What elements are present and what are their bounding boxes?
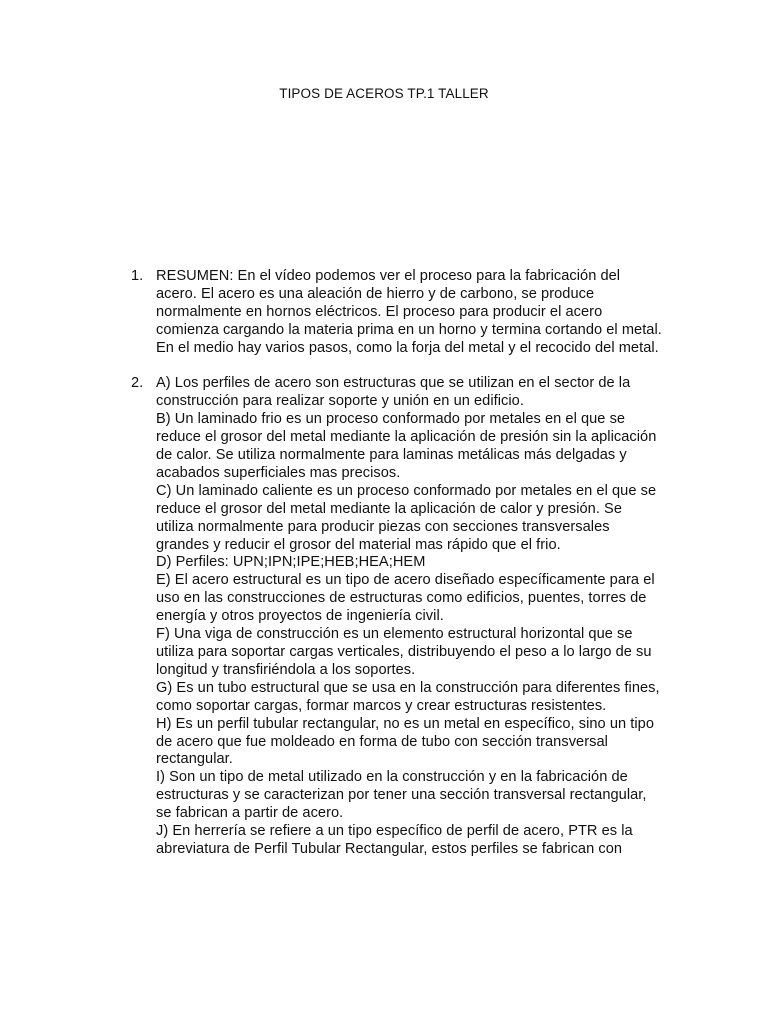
answer-g: G) Es un tubo estructural que se usa en la construcción para diferentes fines, como soportar cargas, formar marcos y crear estructuras resistentes. <box>156 679 660 714</box>
answer-e: E) El acero estructural es un tipo de acero diseñado específicamente para el uso en las construcciones de estructuras como edificios, puentes, torres de energía y otros proyectos de ingeniería civil. <box>156 572 655 625</box>
list-item-number: 2. <box>131 375 144 392</box>
page-title: TIPOS DE ACEROS TP.1 TALLER <box>279 86 489 101</box>
summary-paragraph: RESUMEN: En el vídeo podemos ver el proceso para la fabricación del acero. El acero es una aleación de hierro y de carbono, se produce normalmente en hornos eléctricos. El proceso para producir el acero comienza cargando la materia prima en un horno y termina cortando el metal. En el medio hay varios pasos, como la forja del metal y el recocido del metal. <box>156 268 662 356</box>
answer-c: C) Un laminado caliente es un proceso conformado por metales en el que se reduce el grosor del metal mediante la aplicación de calor y presión. Se utiliza normalmente para producir piezas con secciones transversales grandes y reducir el grosor del material mas rápido que el frio. <box>156 482 657 553</box>
answer-a: A) Los perfiles de acero son estructuras que se utilizan en el sector de la construcción para realizar soporte y unión en un edificio. <box>156 375 631 410</box>
list-item-2 <box>131 375 663 858</box>
answer-i: I) Son un tipo de metal utilizado en la construcción y en la fabricación de estructuras y se caracterizan por tener una sección transversal rectangular, se fabrican a partir de acero. <box>156 769 647 822</box>
answer-b: B) Un laminado frio es un proceso conformado por metales en el que se reduce el grosor del metal mediante la aplicación de presión sin la aplicación de calor. Se utiliza normalmente para laminas metálicas más delgadas y acabados superficiales mas precisos. <box>156 411 657 481</box>
answer-f: F) Una viga de construcción es un elemento estructural horizontal que se utiliza para soportar cargas verticales, distribuyendo el peso a lo largo de su longitud y transfiriéndola a los soportes. <box>156 626 652 678</box>
answer-d: D) Perfiles: UPN;IPN;IPE;HEB;HEA;HEM <box>156 554 426 571</box>
list-item-1 <box>131 268 663 358</box>
answer-j: J) En herrería se refiere a un tipo específico de perfil de acero, PTR es la abreviatura de Perfil Tubular Rectangular, estos perfiles se fabrican con <box>156 823 633 857</box>
numbered-list <box>131 268 663 859</box>
answer-h: H) Es un perfil tubular rectangular, no es un metal en específico, sino un tipo de acero que fue moldeado en forma de tubo con sección transversal rectangular. <box>156 715 654 768</box>
list-item-number: 1. <box>131 268 144 284</box>
